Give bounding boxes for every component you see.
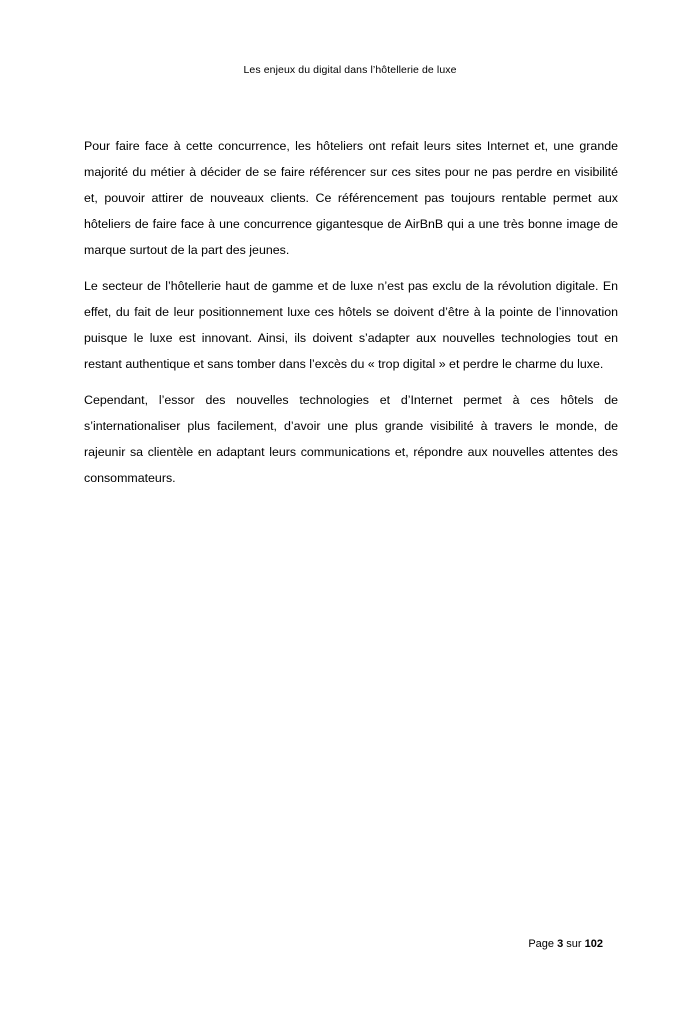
page-label: Page [528,938,555,950]
of-label: sur [566,938,582,950]
paragraph-3: Cependant, l’essor des nouvelles technologies et d’Internet permet à ces hôtels de s’internationaliser plus facilement, d’avoir une plus grande visibilité à travers le monde, de rajeunir sa clientèle en adaptant leurs communications et, répondre aux nouvelles attentes des consommateurs. [84,393,618,485]
paragraph-2: Le secteur de l’hôtellerie haut de gamme et de luxe n’est pas exclu de la révolution digitale. En effet, du fait de leur positionnement luxe ces hôtels se doivent d’être à la pointe de l’innovation puisque le luxe est innovant. Ainsi, ils doivent s’adapter aux nouvelles technologies tout en restant authentique et sans tomber dans l’excès du « trop digital » et perdre le charme du luxe. [84,279,618,371]
paragraph-1: Pour faire face à cette concurrence, les hôteliers ont refait leurs sites Internet et, une grande majorité du métier à décider de se faire référencer sur ces sites pour ne pas perdre en visibilité et, pouvoir attirer de nouveaux clients. Ce référencement pas toujours rentable permet aux hôteliers de faire face à une concurrence gigantesque de AirBnB qui a une très bonne image de marque surtout de la part des jeunes. [84,139,618,257]
page-number: 3 [557,938,564,950]
total-pages: 102 [584,938,603,950]
running-header: Les enjeux du digital dans l’hôtellerie de luxe [243,64,457,76]
page-footer [528,938,603,950]
body-text [84,133,618,501]
